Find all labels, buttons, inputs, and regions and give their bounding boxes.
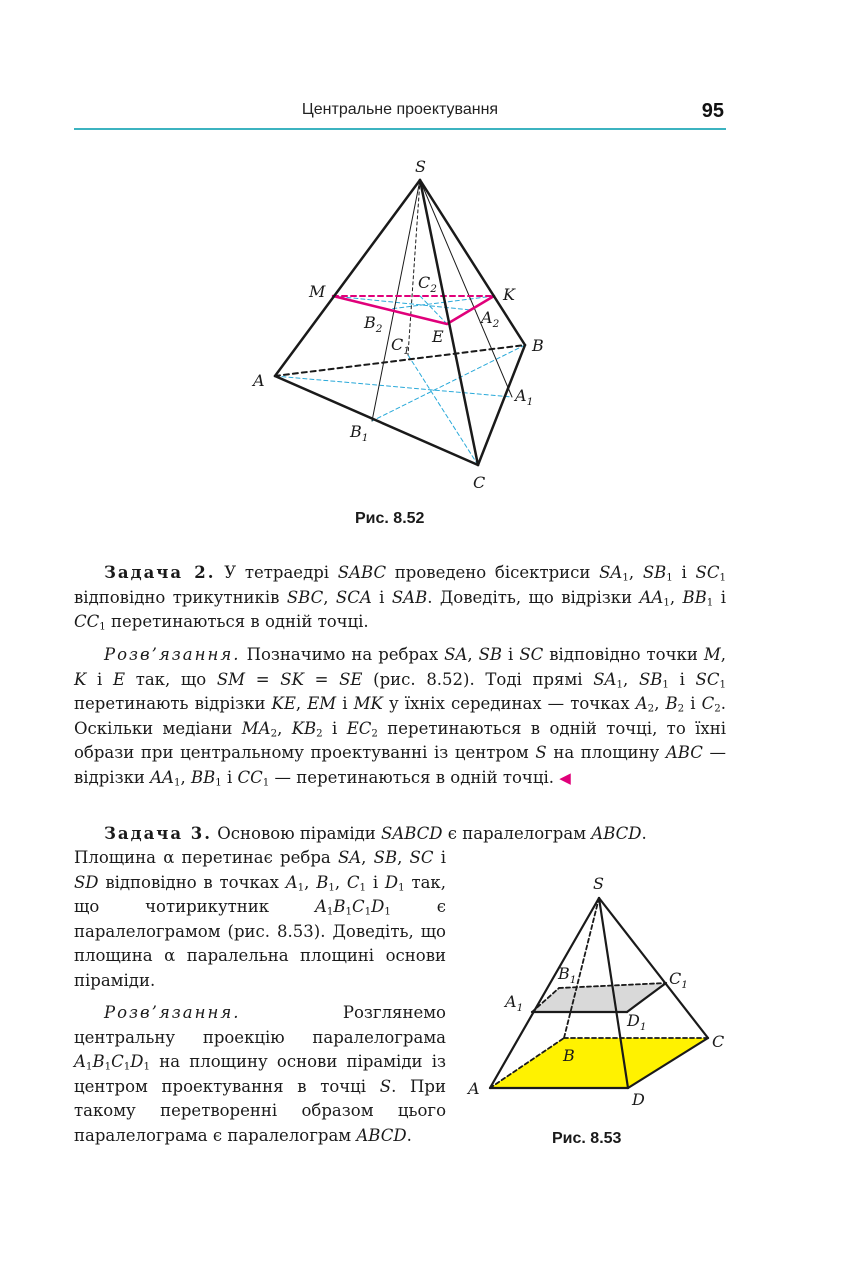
problem-2-text: У тетраедрі SABC проведено бісектриси $SA_1$, $SB_1$ і $SC_1$ відповідно трикутників SBC, SCA і SAB. Доведіть, що відрізки $AA_1$, $BB_1$ і $CC_1$ перетинаються в одній точці.	[74, 563, 726, 633]
solution-3-text: Розглянемо центральну проекцію паралелограма $A_1B_1C_1D_1$ на площину основи піраміди із центром проектування в точці S. При такому перетворенні образом цього паралелограма є паралелограм ABCD.	[74, 1003, 446, 1145]
solution-2-text: Позначимо на ребрах SA, SB і SC відповідно точки M, K і E так, що SM = SK = SE (рис. 8.52). Тоді прямі $SA_1$, $SB_1$ і $SC_1$ перетинають відрізки KE, EM і MK у їхніх серединах — точках $A_2$, $B_2$ і $C_2$. Оскільки медіани $MA_2$, $KB_2$ і $EC_2$ перетинаються в одній точці, то їхні образи при центральному проектуванні із центром S на площину ABC — відрізки $AA_1$, $BB_1$ і $CC_1$ — перетинаються в одній точці.	[74, 645, 726, 789]
problem-3-line-1-text: Основою піраміди SABCD є паралелограм ABCD.	[217, 824, 647, 843]
running-header-title: Центральне проектування	[301, 101, 499, 118]
label-b-853: B	[563, 1046, 575, 1065]
label-a: A	[253, 371, 265, 390]
label-c: C	[473, 473, 486, 492]
problem-2-heading: Задача 2.	[104, 563, 216, 582]
label-a2: $A_2$	[481, 308, 500, 330]
page-number: 95	[701, 100, 724, 122]
figure-8-52-caption: Рис. 8.52	[355, 510, 425, 527]
figure-8-53-caption: Рис. 8.53	[552, 1130, 622, 1147]
label-k: K	[503, 285, 515, 304]
solution-3-heading: Розв’язання.	[104, 1003, 241, 1022]
label-b1-853: $B_1$	[558, 964, 577, 986]
label-m: M	[309, 282, 326, 301]
label-a1: $A_1$	[515, 386, 534, 408]
label-c-853: C	[712, 1032, 725, 1051]
label-s-853: S	[593, 874, 604, 893]
label-a-853: A	[468, 1079, 480, 1098]
label-b: B	[532, 336, 544, 355]
label-c2: $C_2$	[418, 273, 437, 295]
label-d-853: D	[632, 1090, 645, 1109]
base-fill	[490, 1038, 708, 1088]
label-c1: $C_1$	[391, 335, 410, 357]
end-of-proof-mark: ◀	[559, 768, 571, 787]
problem-3-text: Площина α перетинає ребра SA, SB, SC і SD відповідно в точках $A_1$, $B_1$, $C_1$ і $D_1$ так, що чотирикутник $A_1B_1C_1D_1$ є паралелограмом (рис. 8.53). Доведіть, що площина α паралельна площині основи піраміди.	[74, 848, 446, 990]
label-b2: $B_2$	[364, 313, 383, 335]
label-a1-853: $A_1$	[505, 992, 524, 1014]
label-e: E	[432, 327, 444, 346]
solution-2-heading: Розв’язання.	[104, 645, 241, 664]
label-s: S	[415, 157, 426, 176]
label-b1: $B_1$	[350, 422, 369, 444]
label-d1-853: $D_1$	[627, 1011, 647, 1033]
problem-3-heading: Задача 3.	[104, 824, 213, 843]
label-c1-853: $C_1$	[669, 969, 688, 991]
